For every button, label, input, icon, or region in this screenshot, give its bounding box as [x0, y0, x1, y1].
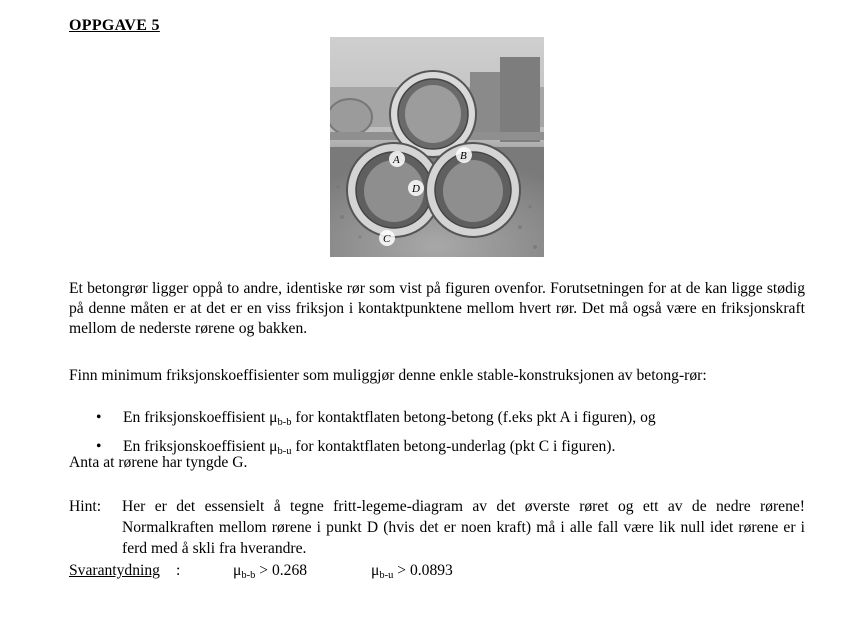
exercise-title: OPPGAVE 5: [69, 17, 160, 34]
answer-colon: :: [176, 562, 181, 579]
mu-subscript: b-u: [277, 446, 292, 457]
task-paragraph: Finn minimum friksjonskoeffisienter som muliggjør denne enkle stable-konstruksjonen av betong-rør:: [69, 367, 707, 384]
figure-label-a: A: [393, 154, 400, 166]
bullet-text-pre: En friksjonskoeffisient: [123, 409, 270, 426]
figure-label-c: C: [383, 233, 391, 245]
mu-subscript: b-b: [241, 570, 256, 581]
answer-mu-bu: [371, 562, 453, 581]
mu-symbol: μ: [371, 562, 380, 579]
bullet-icon: •: [96, 438, 102, 455]
answer-value: > 0.0893: [393, 562, 453, 579]
figure-label-d: D: [412, 183, 420, 195]
mu-symbol: μ: [269, 409, 278, 426]
answer-value: > 0.268: [255, 562, 308, 579]
answer-mu-bb: [233, 562, 307, 581]
hint-label: Hint:: [69, 498, 102, 515]
hint-text: Her er det essensielt å tegne fritt-legeme-diagram av det øverste røret og ett av de nedre rørene! Normalkraften mellom rørene i punkt D (hvis det er noen kraft) må i alle fall være lik null idet rørene er i ferd med å skli fra hverandre.: [122, 498, 805, 557]
intro-paragraph: Et betongrør ligger oppå to andre, identiske rør som vist på figuren ovenfor. Forutsetningen for at de kan ligge stødig på denne måten er at det er en viss friksjon i kontaktpunktene mellom hvert rør. Det må også være en friksjonskraft mellom de nederste rørene og bakken.: [69, 280, 805, 337]
pipes-photo: [330, 37, 544, 257]
bullet-text-pre: En friksjonskoeffisient: [123, 438, 270, 455]
mu-symbol: μ: [269, 438, 278, 455]
bullet-text-post: for kontaktflaten betong-underlag (pkt C i figuren).: [291, 438, 616, 455]
list-item: [69, 406, 805, 435]
bullet-text-post: for kontaktflaten betong-betong (f.eks pkt A i figuren), og: [291, 409, 656, 426]
bullet-icon: •: [96, 409, 102, 426]
mu-subscript: b-u: [379, 570, 394, 581]
mu-symbol: μ: [233, 562, 242, 579]
figure-label-b: B: [460, 150, 467, 162]
assumption-paragraph: Anta at rørene har tyngde G.: [69, 454, 248, 471]
mu-subscript: b-b: [277, 417, 292, 428]
answer-label: Svarantydning: [69, 562, 160, 579]
